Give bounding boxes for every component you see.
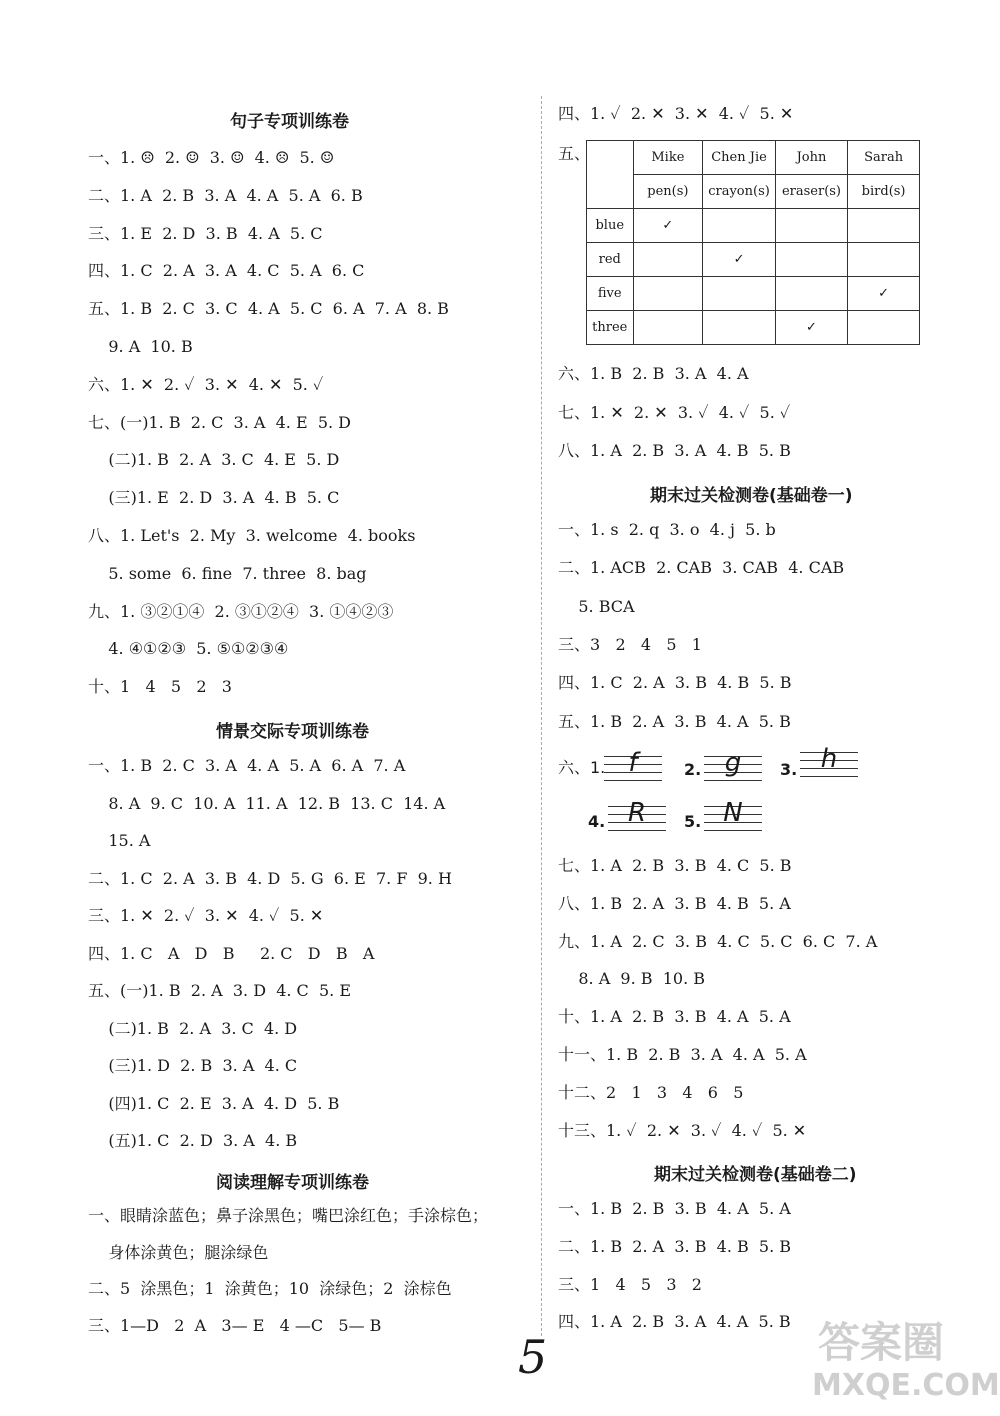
answer-row: 三、1. ✕ 2. ✓ 3. ✕ 4. ✓ 5. ✕ — [88, 906, 324, 925]
table-cell: ✓ — [848, 277, 920, 311]
table-header: Chen Jie — [703, 141, 776, 175]
handwriting-box — [704, 798, 762, 832]
table-cell — [848, 243, 920, 277]
table-header: Mike — [633, 141, 703, 175]
answer-row: (三)1. E 2. D 3. A 4. B 5. C — [88, 488, 340, 508]
table-cell — [633, 277, 703, 311]
handwriting-box — [604, 748, 662, 782]
answer-row: 八、1. Let's 2. My 3. welcome 4. books — [88, 526, 416, 545]
answer-row: 二、5 涂黑色；1 涂黄色；10 涂绿色；2 涂棕色 — [88, 1279, 452, 1298]
handwriting-box — [608, 798, 666, 832]
table-cell — [775, 209, 847, 243]
section-title-final-basic-1: 期末过关检测卷(基础卷一) — [650, 486, 853, 506]
answer-row: 一、眼睛涂蓝色；鼻子涂黑色；嘴巴涂红色；手涂棕色； — [88, 1206, 489, 1225]
answer-row: 一、1. ☹ 2. ☺ 3. ☺ 4. ☹ 5. ☺ — [88, 148, 335, 167]
answer-row: 一、1. s 2. q 3. o 4. j 5. b — [558, 520, 776, 539]
table-cell — [703, 277, 776, 311]
answer-row: (三)1. D 2. B 3. A 4. C — [88, 1056, 298, 1075]
table-cell: ✓ — [633, 209, 703, 243]
answer-row: 四、1. C 2. A 3. A 4. C 5. A 6. C — [88, 261, 365, 281]
table-cell — [775, 243, 847, 277]
section-title-final-basic-2: 期末过关检测卷(基础卷二) — [654, 1165, 857, 1185]
answer-row: 身体涂黄色；腿涂绿色 — [88, 1242, 269, 1262]
answer-row: 十二、2 1 3 4 6 5 — [558, 1082, 744, 1102]
answer-row: 一、1. B 2. B 3. B 4. A 5. A — [558, 1199, 791, 1218]
write-num: 5. — [684, 812, 702, 831]
answer-row: (五)1. C 2. D 3. A 4. B — [88, 1131, 298, 1150]
answer-row: (二)1. B 2. A 3. C 4. E 5. D — [88, 450, 340, 470]
table-cell: ✓ — [703, 243, 776, 277]
answer-row: 三、3 2 4 5 1 — [558, 634, 702, 654]
table-subheader: bird(s) — [848, 175, 920, 209]
table-header: John — [775, 141, 847, 175]
table-cell — [633, 243, 703, 277]
answer-row: 三、1 4 5 3 2 — [558, 1274, 702, 1294]
answer-row: 八、1. A 2. B 3. A 4. B 5. B — [558, 441, 791, 460]
handwritten-letter: h — [820, 744, 838, 774]
section-title-sentences: 句子专项训练卷 — [230, 112, 349, 132]
table-row-label: red — [587, 243, 634, 277]
answer-row: 十三、1. ✓ 2. ✕ 3. ✓ 4. ✓ 5. ✕ — [558, 1120, 807, 1140]
handwriting-box — [704, 748, 762, 782]
answer-row: 四、1. C 2. A 3. B 4. B 5. B — [558, 673, 792, 693]
table-cell — [848, 311, 920, 345]
table-cell — [633, 311, 703, 345]
watermark-url: MXQE.COM — [812, 1368, 1000, 1403]
answer-row: 九、1. ③②①④ 2. ③①②④ 3. ①④②③ — [88, 601, 394, 621]
answer-row: 七、1. ✕ 2. ✕ 3. ✓ 4. ✓ 5. ✓ — [558, 402, 791, 422]
handwritten-letter: R — [627, 798, 647, 828]
table-label: 五、 — [558, 144, 591, 163]
answer-row: 四、1. A 2. B 3. A 4. A 5. B — [558, 1312, 791, 1332]
answer-row: 一、1. B 2. C 3. A 4. A 5. A 6. A 7. A — [88, 756, 406, 775]
table-cell — [848, 209, 920, 243]
answer-row: 十、1. A 2. B 3. B 4. A 5. A — [558, 1007, 791, 1027]
answer-row: 15. A — [88, 831, 151, 850]
answer-row: 二、1. B 2. A 3. B 4. B 5. B — [558, 1236, 792, 1256]
answer-row: 六、1. ✕ 2. ✓ 3. ✕ 4. ✕ 5. ✓ — [88, 374, 324, 394]
table-cell: ✓ — [775, 311, 847, 345]
answer-row: 三、1. E 2. D 3. B 4. A 5. C — [88, 223, 323, 243]
answer-row: 八、1. B 2. A 3. B 4. B 5. A — [558, 893, 791, 913]
answer-row: 十、1 4 5 2 3 — [88, 677, 232, 697]
answer-table — [586, 140, 920, 345]
answer-row: 二、1. A 2. B 3. A 4. A 5. A 6. B — [88, 185, 363, 205]
section-title-reading: 阅读理解专项训练卷 — [216, 1173, 369, 1193]
answer-row: 五、1. B 2. C 3. C 4. A 5. C 6. A 7. A 8. B — [88, 299, 449, 319]
answer-row: 4. ④①②③ 5. ⑤①②③④ — [88, 639, 289, 659]
answer-row: 四、1. C A D B 2. C D B A — [88, 943, 375, 963]
answer-row: 五、(一)1. B 2. A 3. D 4. C 5. E — [88, 981, 351, 1000]
table-cell — [703, 311, 776, 345]
watermark-logo — [808, 1310, 1000, 1410]
answer-row: 9. A 10. B — [88, 337, 193, 356]
table-subheader: eraser(s) — [775, 175, 847, 209]
answer-row: 三、1—D 2 A 3— E 4 —C 5— B — [88, 1315, 382, 1335]
column-divider — [541, 96, 542, 1336]
answer-row: 五、1. B 2. A 3. B 4. A 5. B — [558, 711, 791, 731]
answer-row: 七、1. A 2. B 3. B 4. C 5. B — [558, 856, 792, 875]
handwritten-letter: f — [628, 748, 638, 778]
answer-row: 二、1. ACB 2. CAB 3. CAB 4. CAB — [558, 558, 845, 578]
answer-row: 8. A 9. C 10. A 11. A 12. B 13. C 14. A — [88, 793, 446, 813]
write-num: 4. — [588, 812, 606, 831]
write-num: 3. — [780, 760, 798, 779]
table-cell — [703, 209, 776, 243]
answer-row: 六、1. B 2. B 3. A 4. A — [558, 364, 749, 383]
answer-row: 5. some 6. fine 7. three 8. bag — [88, 563, 367, 583]
answer-row: 十一、1. B 2. B 3. A 4. A 5. A — [558, 1045, 807, 1064]
write-row-label: 六、1. — [558, 758, 606, 777]
answer-row: 七、(一)1. B 2. C 3. A 4. E 5. D — [88, 412, 351, 432]
answer-row: 8. A 9. B 10. B — [558, 969, 705, 989]
answer-row: 二、1. C 2. A 3. B 4. D 5. G 6. E 7. F 9. H — [88, 868, 452, 888]
answer-row: (二)1. B 2. A 3. C 4. D — [88, 1018, 298, 1038]
handwritten-page-number: 5 — [518, 1330, 548, 1384]
answer-row: (四)1. C 2. E 3. A 4. D 5. B — [88, 1093, 340, 1113]
table-row-label: blue — [587, 209, 634, 243]
section-title-situational: 情景交际专项训练卷 — [216, 722, 369, 742]
table-subheader: crayon(s) — [703, 175, 776, 209]
write-num: 2. — [684, 760, 702, 779]
watermark-text: 答案圈 — [818, 1318, 945, 1367]
handwriting-box — [800, 744, 858, 778]
answer-row: 5. BCA — [558, 596, 635, 616]
table-subheader: pen(s) — [633, 175, 703, 209]
table-row-label: three — [587, 311, 634, 345]
table-row-label: five — [587, 277, 634, 311]
answer-row: 九、1. A 2. C 3. B 4. C 5. C 6. C 7. A — [558, 931, 878, 951]
table-header: Sarah — [848, 141, 920, 175]
table-cell — [775, 277, 847, 311]
table-corner — [587, 141, 634, 209]
handwritten-letter: N — [723, 798, 743, 828]
answer-row: 四、1. ✓ 2. ✕ 3. ✕ 4. ✓ 5. ✕ — [558, 104, 794, 123]
handwritten-letter: g — [724, 748, 742, 778]
